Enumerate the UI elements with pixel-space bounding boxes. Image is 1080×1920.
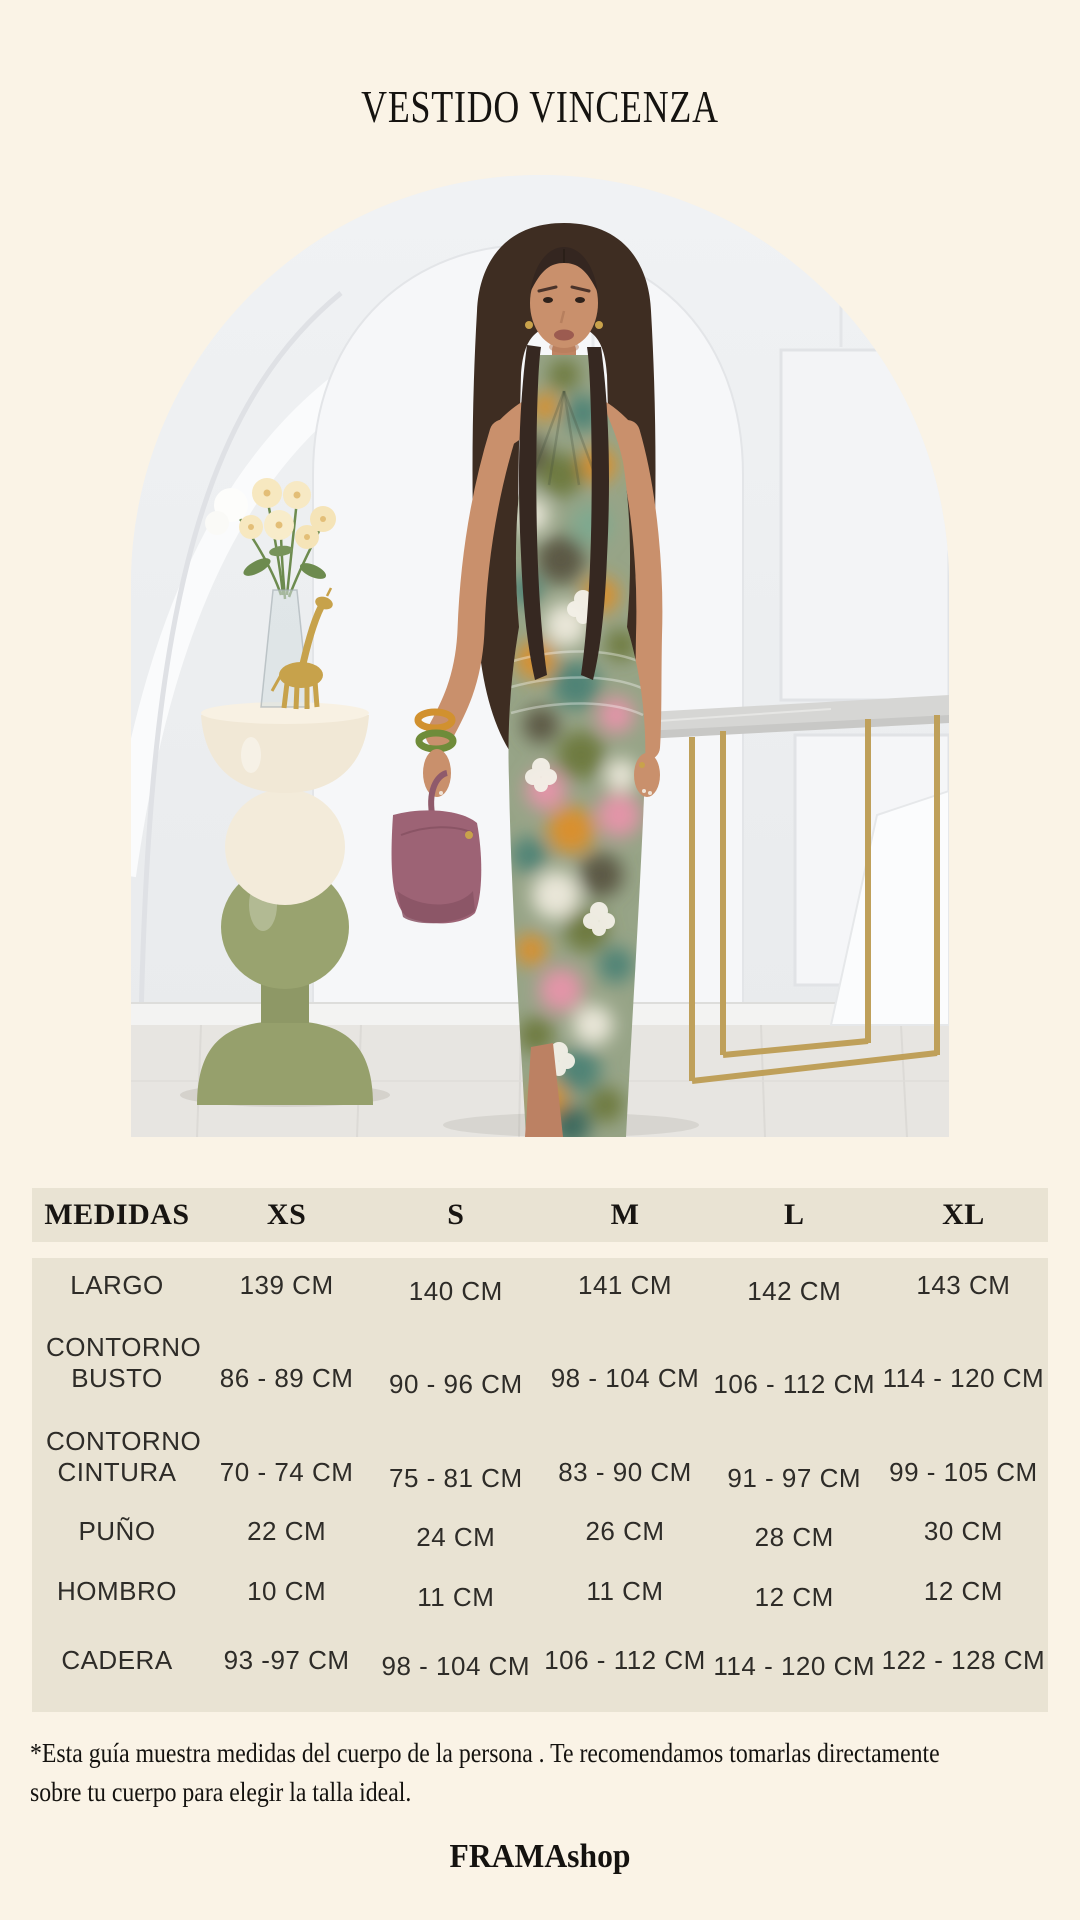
size-table-header [32, 1188, 1048, 1242]
footnote-line-1: *Esta guía muestra medidas del cuerpo de la persona . Te recomendamos tomarlas directamente [30, 1738, 940, 1768]
brand-logo: FRAMAshop [449, 1838, 631, 1875]
size-value: 143 CM [916, 1269, 1011, 1300]
size-value: 30 CM [923, 1515, 1003, 1546]
size-value: 91 - 97 CM [727, 1463, 862, 1493]
table-row-puno [32, 1502, 1048, 1560]
measure-label: PUÑO [78, 1515, 156, 1546]
table-row-hombro [32, 1560, 1048, 1622]
size-value: 24 CM [416, 1521, 496, 1552]
size-value: 26 CM [585, 1515, 665, 1546]
column-header-m: M [610, 1198, 640, 1231]
column-header-s: S [447, 1198, 465, 1231]
size-value: 10 CM [247, 1575, 327, 1606]
size-table-body [32, 1258, 1048, 1712]
size-value: 83 - 90 CM [558, 1457, 692, 1487]
size-value: 70 - 74 CM [219, 1457, 354, 1487]
measure-label: HOMBRO [57, 1575, 177, 1606]
size-value: 99 - 105 CM [889, 1457, 1038, 1487]
product-photo [131, 175, 949, 1137]
product-photo-illustration [131, 175, 949, 1137]
size-value: 12 CM [923, 1575, 1003, 1606]
table-row-cadera [32, 1622, 1048, 1712]
column-header-medidas: MEDIDAS [44, 1198, 190, 1231]
size-value: 106 - 112 CM [544, 1644, 706, 1675]
size-value: 11 CM [417, 1581, 495, 1612]
size-value: 141 CM [577, 1269, 673, 1300]
table-row-contorno-busto [32, 1312, 1048, 1408]
size-value: 114 - 120 CM [713, 1650, 875, 1681]
table-row-contorno-cintura [32, 1408, 1048, 1502]
size-value: 142 CM [747, 1275, 842, 1306]
size-value: 28 CM [754, 1521, 834, 1552]
table-row-largo [32, 1258, 1048, 1312]
column-header-l: L [783, 1198, 805, 1231]
size-value: 122 - 128 CM [881, 1644, 1046, 1675]
measure-label: CONTORNO BUSTO [46, 1332, 202, 1393]
column-header-xs: XS [266, 1198, 307, 1231]
size-value: 11 CM [586, 1575, 664, 1606]
hand [634, 753, 660, 797]
size-value: 139 CM [239, 1269, 334, 1300]
measure-label: LARGO [70, 1269, 164, 1300]
size-value: 140 CM [408, 1275, 503, 1306]
measure-label: CONTORNO CINTURA [46, 1426, 202, 1487]
footnote-line-2: sobre tu cuerpo para elegir la talla ideal. [30, 1777, 412, 1807]
measure-label: CADERA [61, 1644, 173, 1675]
size-value: 12 CM [754, 1581, 834, 1612]
page-title: VESTIDO VINCENZA [361, 81, 719, 132]
column-header-xl: XL [942, 1198, 985, 1231]
size-value: 22 CM [247, 1515, 327, 1546]
size-value: 86 - 89 CM [219, 1363, 354, 1393]
size-value: 93 -97 CM [223, 1644, 350, 1675]
size-value: 106 - 112 CM [713, 1369, 875, 1399]
size-value: 98 - 104 CM [381, 1650, 531, 1681]
size-value: 90 - 96 CM [389, 1369, 523, 1399]
size-value: 75 - 81 CM [389, 1463, 523, 1493]
size-value: 98 - 104 CM [550, 1363, 700, 1393]
size-value: 114 - 120 CM [882, 1363, 1045, 1393]
footnote [30, 1734, 998, 1812]
